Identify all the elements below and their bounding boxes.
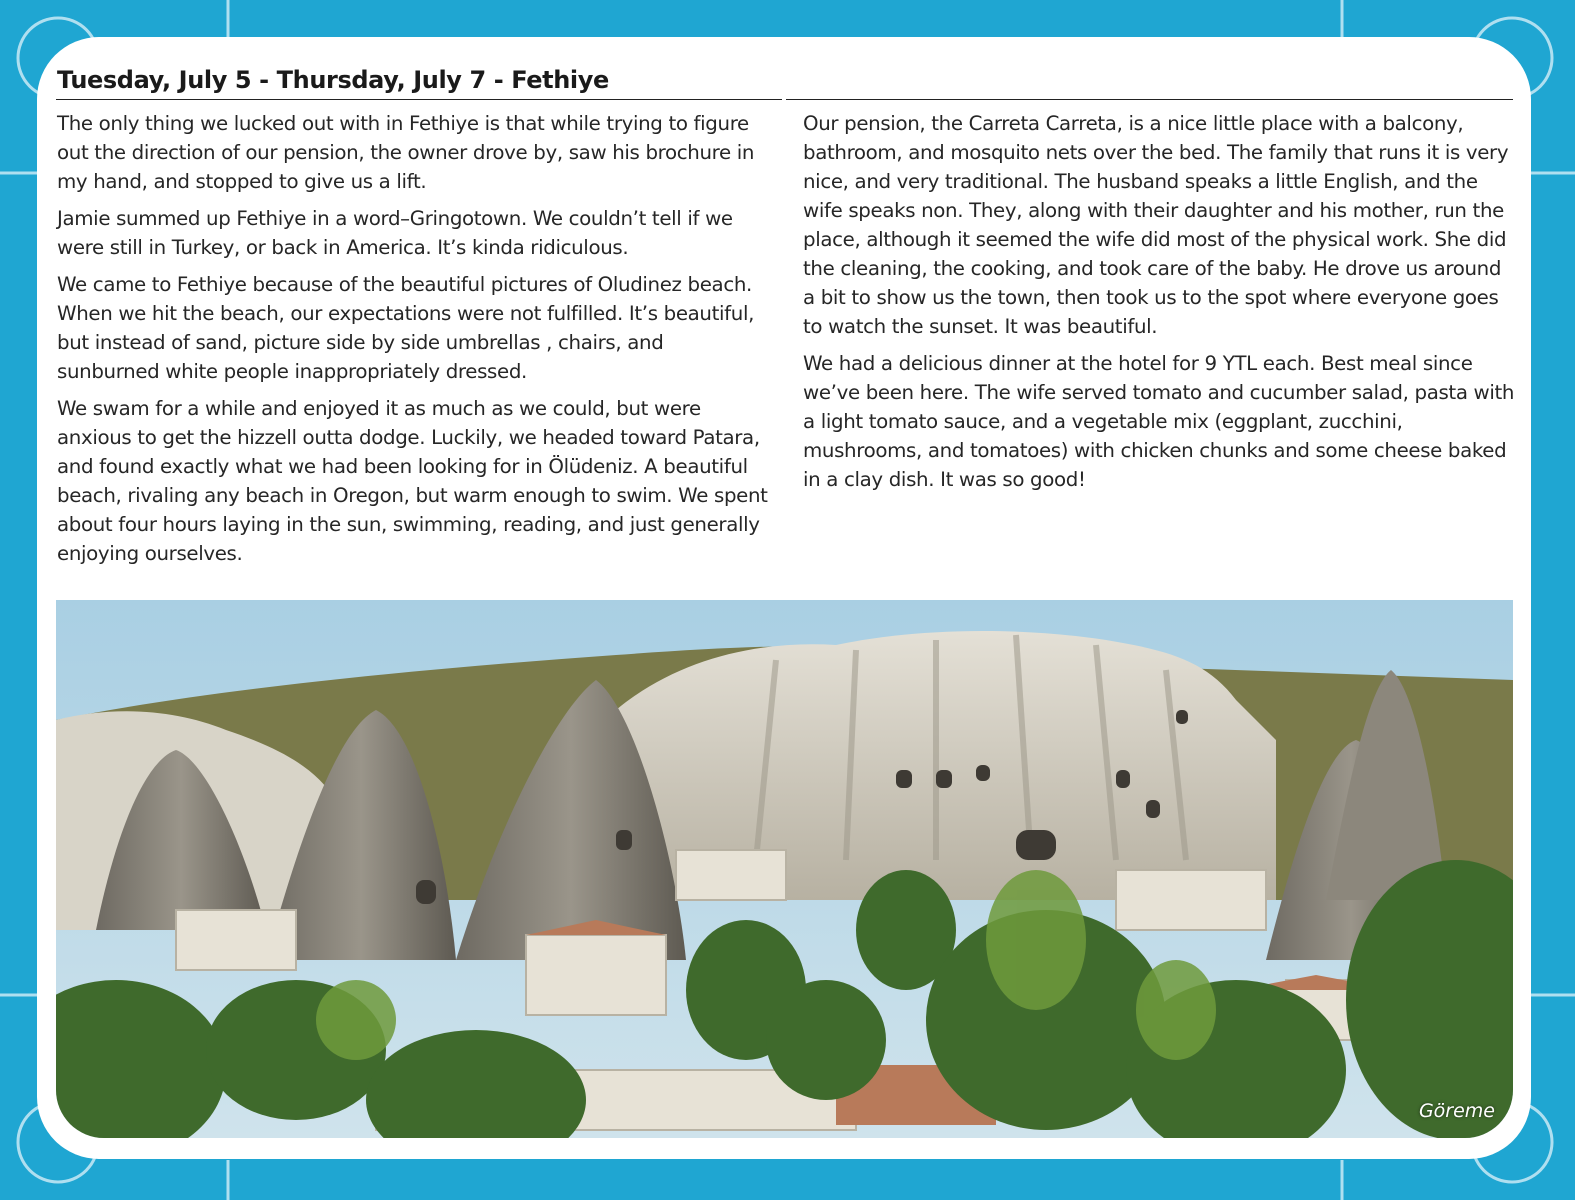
landscape-illustration (56, 600, 1513, 1138)
paragraph: Jamie summed up Fethiye in a word–Gringotown. We couldn’t tell if we were still in Turkey, or back in America. It’s kinda ridiculous. (57, 207, 733, 259)
title-underline-left (56, 99, 782, 100)
left-text-column (57, 109, 769, 576)
paragraph: We swam for a while and enjoyed it as much as we could, but were anxious to get the hizzell outta dodge. Luckily, we headed toward Patara, and found exactly what we had been looking for in Ölüdeniz. A beautiful beach, rivaling any beach in Oregon, but warm enough to swim. We spent about four hours laying in the sun, swimming, reading, and just generally enjoying ourselves. (57, 397, 768, 565)
paragraph: Our pension, the Carreta Carreta, is a nice little place with a balcony, bathroom, and mosquito nets over the bed. The family that runs it is very nice, and very traditional. The husband speaks a little English, and the wife speaks non. They, along with their daughter and his mother, run the place, although it seemed the wife did most of the physical work. She did the cleaning, the cooking, and took care of the baby. He drove us around a bit to show us the town, then took us to the spot where everyone goes to watch the sunset. It was beautiful. (803, 112, 1509, 338)
right-text-column (803, 109, 1517, 502)
journal-card (37, 37, 1531, 1159)
page-title: Tuesday, July 5 - Thursday, July 7 - Fethiye (57, 66, 609, 94)
paragraph: We had a delicious dinner at the hotel for 9 YTL each. Best meal since we’ve been here. The wife served tomato and cucumber salad, pasta with a light tomato sauce, and a vegetable mix (eggplant, zucchini, mushrooms, and tomatoes) with chicken chunks and some cheese baked in a clay dish. It was so good! (803, 352, 1515, 491)
goreme-photo (56, 600, 1513, 1138)
photo-caption: Göreme (1418, 1100, 1495, 1122)
paragraph: The only thing we lucked out with in Fethiye is that while trying to figure out the direction of our pension, the owner drove by, saw his brochure in my hand, and stopped to give us a lift. (57, 112, 755, 193)
title-underline-right (786, 99, 1513, 100)
paragraph: We came to Fethiye because of the beautiful pictures of Oludinez beach. When we hit the beach, our expectations were not fulfilled. It’s beautiful, but instead of sand, picture side by side umbrellas , chairs, and sunburned white people inappropriately dressed. (57, 273, 755, 383)
